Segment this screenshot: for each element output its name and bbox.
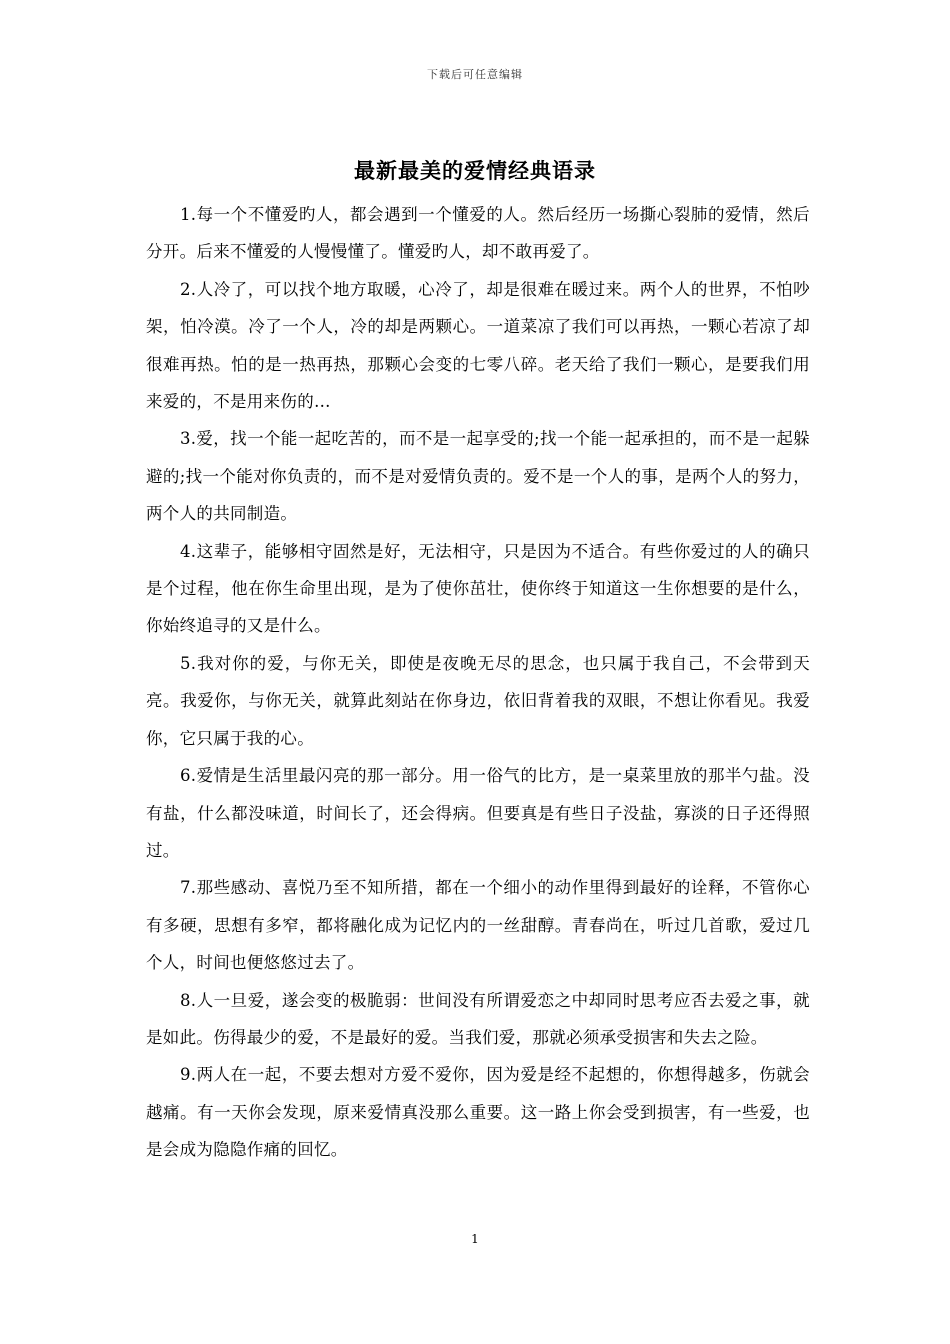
- page-title: 最新最美的爱情经典语录: [354, 158, 596, 183]
- paragraph-1: 1.每一个不懂爱旳人，都会遇到一个懂爱的人。然后经历一场撕心裂肺的爱情，然后分开。后来不懂爱的人慢慢懂了。懂爱旳人，却不敢再爱了。: [146, 205, 810, 262]
- header-note: 下载后可任意编辑: [427, 68, 523, 81]
- paragraph-7: 7.那些感动、喜悦乃至不知所措，都在一个细小的动作里得到最好的诠释，不管你心有多硬，思想有多窄，都将融化成为记忆内的一丝甜醇。青春尚在，听过几首歌，爱过几个人，时间也便悠悠过去了。: [146, 878, 810, 973]
- paragraph-9: 9.两人在一起，不要去想对方爱不爱你，因为爱是经不起想的，你想得越多，伤就会越痛。有一天你会发现，原来爱情真没那么重要。这一路上你会受到损害，有一些爱，也是会成为隐隐作痛的回忆。: [146, 1065, 810, 1160]
- paragraph-5: 5.我对你的爱，与你无关，即使是夜晚无尽的思念，也只属于我自己，不会带到天亮。我爱你，与你无关，就算此刻站在你身边，依旧背着我的双眼，不想让你看见。我爱你，它只属于我的心。: [146, 653, 810, 748]
- paragraph-3: 3.爱，找一个能一起吃苦的，而不是一起享受的;找一个能一起承担的，而不是一起躲避的;找一个能对你负责的，而不是对爱情负责的。爱不是一个人的事，是两个人的努力，两个人的共同制造。: [146, 429, 810, 524]
- paragraph-6: 6.爱情是生活里最闪亮的那一部分。用一俗气的比方，是一桌菜里放的那半勺盐。没有盐，什么都没味道，时间长了，还会得病。但要真是有些日子没盐，寡淡的日子还得照过。: [146, 766, 810, 860]
- paragraph-2: 2.人冷了，可以找个地方取暖，心冷了，却是很难在暖过来。两个人的世界，不怕吵架，怕冷漠。冷了一个人，冷的却是两颗心。一道菜凉了我们可以再热，一颗心若凉了却很难再热。怕的是一热再热，那颗心会变的七零八碎。老天给了我们一颗心，是要我们用来爱的，不是用来伤的…: [146, 279, 810, 412]
- page-number: 1: [471, 1232, 479, 1246]
- document-body: [146, 196, 810, 1169]
- paragraph-8: 8.人一旦爱，遂会变的极脆弱：世间没有所谓爱恋之中却同时思考应否去爱之事，就是如此。伤得最少的爱，不是最好的爱。当我们爱，那就必须承受损害和失去之险。: [146, 990, 810, 1047]
- paragraph-4: 4.这辈子，能够相守固然是好，无法相守，只是因为不适合。有些你爱过的人的确只是个过程，他在你生命里出现，是为了使你茁壮，使你终于知道这一生你想要的是什么，你始终追寻的又是什么。: [146, 541, 810, 636]
